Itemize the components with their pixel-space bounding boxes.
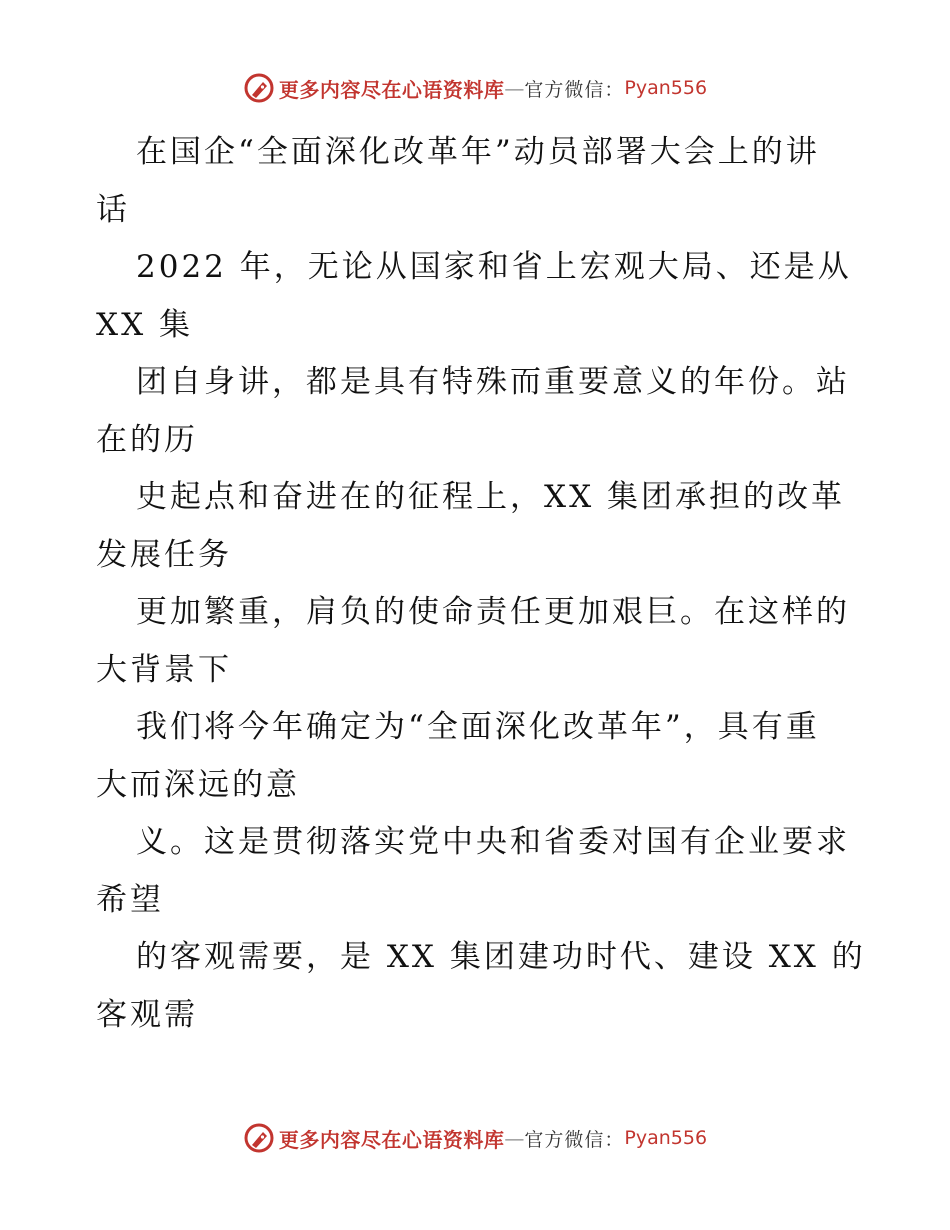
watermark-dash: —: [504, 1126, 525, 1150]
text-line: 的客观需要，是 XX 集团建功时代、建设 XX 的: [136, 939, 866, 975]
watermark-wechat-id: Pyan556: [624, 77, 708, 99]
watermark-main-text: 更多内容尽在心语资料库: [278, 1127, 505, 1152]
watermark-main-text: 更多内容尽在心语资料库: [278, 77, 505, 102]
text-line: 2022 年，无论从国家和省上宏观大局、还是从: [136, 249, 852, 285]
pen-nib-logo-icon: [243, 72, 275, 104]
text-line: 义。这是贯彻落实党中央和省委对国有企业要求: [136, 824, 850, 860]
pen-nib-logo-icon: [243, 1122, 275, 1154]
footer-watermark: [0, 1122, 950, 1154]
text-line: 希望: [96, 881, 164, 918]
watermark-dash: —: [504, 76, 525, 100]
text-line: 我们将今年确定为“全面深化改革年”，具有重: [136, 709, 820, 745]
watermark-wechat-id: Pyan556: [624, 1127, 708, 1149]
text-line: 大而深远的意: [96, 766, 300, 803]
document-body: [96, 124, 866, 1044]
text-line: 更加繁重，肩负的使命责任更加艰巨。在这样的: [136, 594, 850, 630]
watermark-official-text: 官方微信：: [524, 1128, 625, 1151]
header-watermark: [0, 72, 950, 104]
text-line: 在的历: [96, 421, 198, 458]
text-line: 客观需: [96, 996, 198, 1033]
text-line: 在国企“全面深化改革年”动员部署大会上的讲: [136, 134, 820, 170]
text-line: 史起点和奋进在的征程上，XX 集团承担的改革: [136, 479, 845, 515]
text-line: 团自身讲，都是具有特殊而重要意义的年份。站: [136, 364, 850, 400]
text-line: 话: [96, 191, 130, 228]
text-line: XX 集: [96, 306, 193, 343]
text-line: 发展任务: [96, 536, 232, 573]
text-line: 大背景下: [96, 651, 232, 688]
watermark-official-text: 官方微信：: [524, 78, 625, 101]
